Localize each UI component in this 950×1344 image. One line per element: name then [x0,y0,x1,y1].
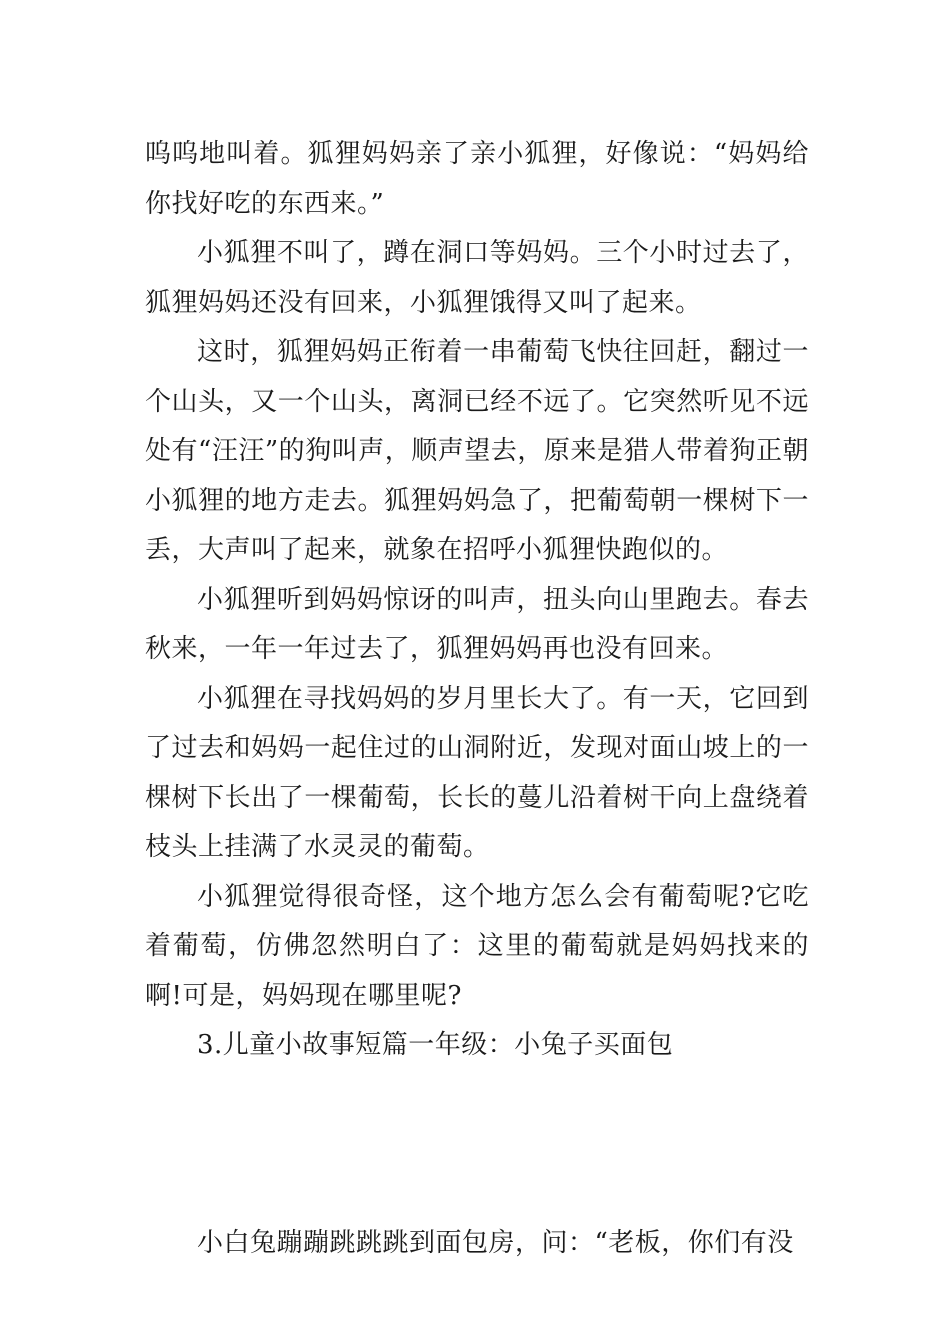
document-body [145,130,809,1268]
paragraph-4: 小狐狸听到妈妈惊讶的叫声，扭头向山里跑去。春去秋来，一年一年过去了，狐狸妈妈再也没有回来。 [145,584,809,664]
section-heading: 3.儿童小故事短篇一年级：小兔子买面包 [197,1030,674,1060]
blank-space [145,1071,809,1219]
paragraph-2: 小狐狸不叫了，蹲在洞口等妈妈。三个小时过去了，狐狸妈妈还没有回来，小狐狸饿得又叫了起来。 [145,238,809,318]
paragraph-1: 呜呜地叫着。狐狸妈妈亲了亲小狐狸，好像说：“妈妈给你找好吃的东西来。” [145,139,809,219]
paragraph-5: 小狐狸在寻找妈妈的岁月里长大了。有一天，它回到了过去和妈妈一起住过的山洞附近，发现对面山坡上的一棵树下长出了一棵葡萄，长长的蔓儿沿着树干向上盘绕着枝头上挂满了水灵灵的葡萄。 [145,683,809,862]
paragraph-6: 小狐狸觉得很奇怪，这个地方怎么会有葡萄呢?它吃着葡萄，仿佛忽然明白了：这里的葡萄就是妈妈找来的啊!可是，妈妈现在哪里呢? [145,881,809,1011]
paragraph-7: 小白兔蹦蹦跳跳跳到面包房，问：“老板，你们有没 [197,1227,794,1258]
paragraph-3: 这时，狐狸妈妈正衔着一串葡萄飞快往回赶，翻过一个山头，又一个山头，离洞已经不远了。它突然听见不远处有“汪汪”的狗叫声，顺声望去，原来是猎人带着狗正朝小狐狸的地方走去。狐狸妈妈急了，把葡萄朝一棵树下一丢，大声叫了起来，就象在招呼小狐狸快跑似的。 [145,337,809,565]
